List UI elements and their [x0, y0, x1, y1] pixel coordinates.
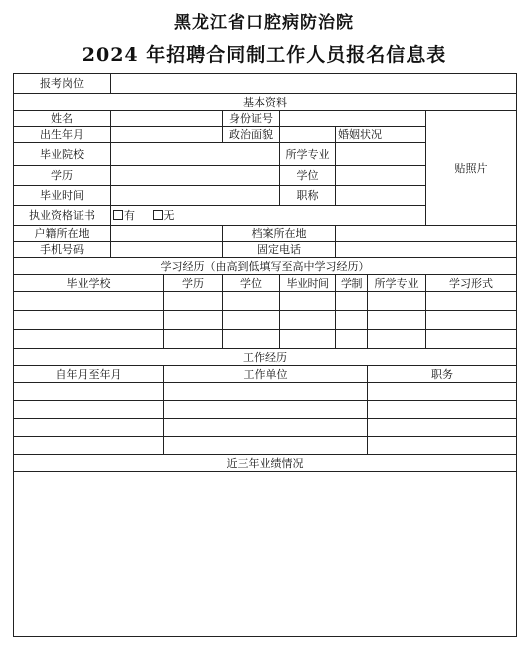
- graduation-time-label: 毕业时间: [14, 186, 111, 206]
- work-cell[interactable]: [164, 419, 368, 437]
- work-cell[interactable]: [164, 401, 368, 419]
- work-cell[interactable]: [14, 419, 164, 437]
- edu-cell[interactable]: [368, 292, 426, 311]
- work-cell[interactable]: [368, 419, 517, 437]
- political-status-label: 政治面貌: [223, 127, 280, 143]
- edu-col-school: 毕业学校: [14, 275, 164, 292]
- major-label: 所学专业: [280, 143, 336, 166]
- form-title-line1: 黑龙江省口腔病防治院: [174, 13, 354, 33]
- edu-col-duration: 学制: [336, 275, 368, 292]
- edu-cell[interactable]: [14, 311, 164, 330]
- work-cell[interactable]: [164, 437, 368, 455]
- work-cell[interactable]: [14, 401, 164, 419]
- graduate-school-label: 毕业院校: [14, 143, 111, 166]
- license-label: 执业资格证书: [14, 206, 111, 226]
- education-field[interactable]: [111, 166, 280, 186]
- work-col-period: 自年月至年月: [14, 366, 164, 383]
- edu-cell[interactable]: [14, 292, 164, 311]
- landline-field[interactable]: [336, 242, 517, 258]
- edu-col-degree: 学位: [223, 275, 280, 292]
- edu-cell[interactable]: [368, 311, 426, 330]
- graduation-time-field[interactable]: [111, 186, 280, 206]
- edu-col-major: 所学专业: [368, 275, 426, 292]
- table-row: [14, 401, 517, 419]
- edu-cell[interactable]: [223, 330, 280, 349]
- applied-position-label: 报考岗位: [14, 74, 111, 94]
- edu-cell[interactable]: [280, 311, 336, 330]
- table-row: [14, 419, 517, 437]
- performance-heading: 近三年业绩情况: [14, 455, 517, 472]
- edu-cell[interactable]: [280, 292, 336, 311]
- performance-content-field[interactable]: [14, 472, 517, 637]
- checkbox-icon: [153, 210, 163, 220]
- form-table: [13, 73, 517, 637]
- name-field[interactable]: [111, 111, 223, 127]
- license-option-no-label: 无: [163, 209, 175, 222]
- license-options: [111, 206, 426, 226]
- work-cell[interactable]: [368, 383, 517, 401]
- work-cell[interactable]: [164, 383, 368, 401]
- title-field[interactable]: [336, 186, 426, 206]
- work-col-employer: 工作单位: [164, 366, 368, 383]
- mobile-label: 手机号码: [14, 242, 111, 258]
- work-cell[interactable]: [14, 437, 164, 455]
- edu-cell[interactable]: [368, 330, 426, 349]
- edu-col-graduation-time: 毕业时间: [280, 275, 336, 292]
- edu-cell[interactable]: [336, 292, 368, 311]
- edu-cell[interactable]: [14, 330, 164, 349]
- edu-cell[interactable]: [336, 330, 368, 349]
- work-cell[interactable]: [14, 383, 164, 401]
- landline-label: 固定电话: [223, 242, 336, 258]
- edu-cell[interactable]: [223, 311, 280, 330]
- edu-cell[interactable]: [164, 330, 223, 349]
- applied-position-field[interactable]: [111, 74, 517, 94]
- major-field[interactable]: [336, 143, 426, 166]
- edu-cell[interactable]: [426, 311, 517, 330]
- mobile-field[interactable]: [111, 242, 223, 258]
- edu-cell[interactable]: [336, 311, 368, 330]
- table-row: [14, 330, 517, 349]
- checkbox-icon: [113, 210, 123, 220]
- education-history-heading: 学习经历（由高到低填写至高中学习经历）: [14, 258, 517, 275]
- title-label: 职称: [280, 186, 336, 206]
- degree-label: 学位: [280, 166, 336, 186]
- education-label: 学历: [14, 166, 111, 186]
- table-row: [14, 292, 517, 311]
- license-option-yes[interactable]: [113, 209, 135, 222]
- id-number-field[interactable]: [280, 111, 426, 127]
- table-row: [14, 383, 517, 401]
- registration-form: [13, 73, 516, 648]
- table-row: [14, 437, 517, 455]
- name-label: 姓名: [14, 111, 111, 127]
- photo-slot[interactable]: 贴照片: [426, 111, 517, 226]
- edu-cell[interactable]: [223, 292, 280, 311]
- hukou-location-label: 户籍所在地: [14, 226, 111, 242]
- political-status-field[interactable]: [280, 127, 336, 143]
- edu-cell[interactable]: [426, 330, 517, 349]
- edu-cell[interactable]: [280, 330, 336, 349]
- id-number-label: 身份证号: [223, 111, 280, 127]
- archive-location-label: 档案所在地: [223, 226, 336, 242]
- work-history-heading: 工作经历: [14, 349, 517, 366]
- degree-field[interactable]: [336, 166, 426, 186]
- birth-date-label: 出生年月: [14, 127, 111, 143]
- graduate-school-field[interactable]: [111, 143, 280, 166]
- license-option-no[interactable]: [153, 209, 175, 222]
- birth-date-field[interactable]: [111, 127, 223, 143]
- license-option-yes-label: 有: [124, 209, 135, 222]
- edu-cell[interactable]: [164, 311, 223, 330]
- work-cell[interactable]: [368, 401, 517, 419]
- basic-info-heading: 基本资料: [14, 94, 517, 111]
- work-cell[interactable]: [368, 437, 517, 455]
- marital-status-label: 婚姻状况: [336, 127, 426, 143]
- edu-cell[interactable]: [426, 292, 517, 311]
- edu-cell[interactable]: [164, 292, 223, 311]
- edu-col-education: 学历: [164, 275, 223, 292]
- archive-location-field[interactable]: [336, 226, 517, 242]
- form-title-line2: 2024 年招聘合同制工作人员报名信息表: [81, 44, 447, 66]
- table-row: [14, 311, 517, 330]
- work-col-position: 职务: [368, 366, 517, 383]
- hukou-location-field[interactable]: [111, 226, 223, 242]
- edu-col-study-mode: 学习形式: [426, 275, 517, 292]
